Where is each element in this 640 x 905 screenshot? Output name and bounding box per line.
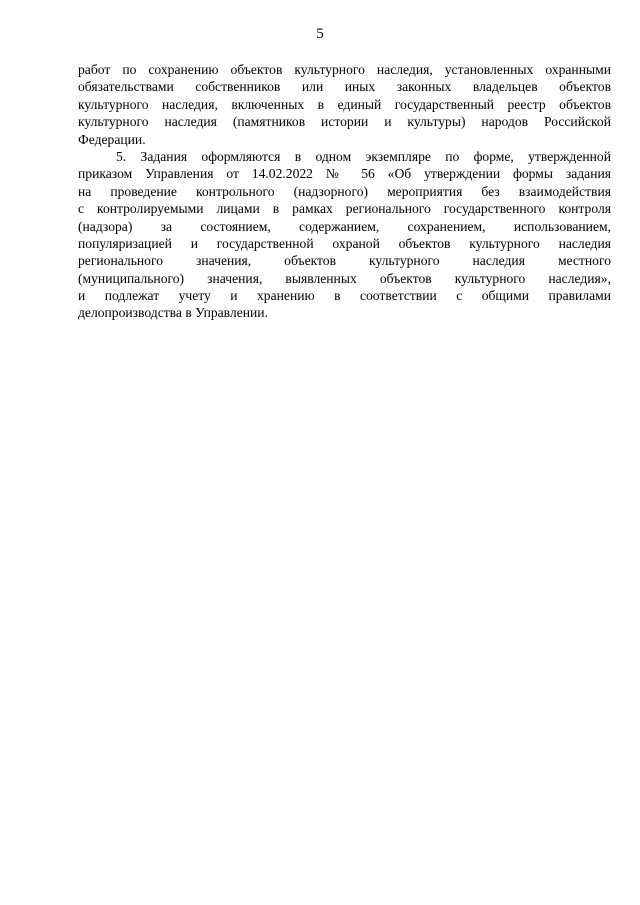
text-line: регионального значения, объектов культурного наследия местного [78,253,611,269]
text-line: культурного наследия (памятников истории и культуры) народов Российской [78,114,611,130]
text-line: популяризацией и государственной охраной объектов культурного наследия [78,235,611,251]
text-line: 5. Задания оформляются в одном экземпляре по форме, утвержденной [116,148,611,164]
text-line: делопроизводства в Управлении. [78,305,268,321]
text-line: (надзора) за состоянием, содержанием, сохранением, использованием, [78,218,611,234]
text-line: Федерации. [78,131,146,147]
text-line: (муниципального) значения, выявленных объектов культурного наследия», [78,270,611,286]
text-line: и подлежат учету и хранению в соответствии с общими правилами [78,288,611,304]
text-line: культурного наследия, включенных в единый государственный реестр объектов [78,96,611,112]
text-line: с контролируемыми лицами в рамках регионального государственного контроля [78,201,611,217]
text-line: на проведение контрольного (надзорного) мероприятия без взаимодействия [78,183,611,199]
text-line: работ по сохранению объектов культурного наследия, установленных охранными [78,62,611,77]
page-number: 5 [316,26,324,42]
text-line: приказом Управления от 14.02.2022 № 56 «Об утверждении формы задания [78,166,611,182]
text-line: обязательствами собственников или иных законных владельцев объектов [78,79,611,95]
body-text [78,61,611,322]
